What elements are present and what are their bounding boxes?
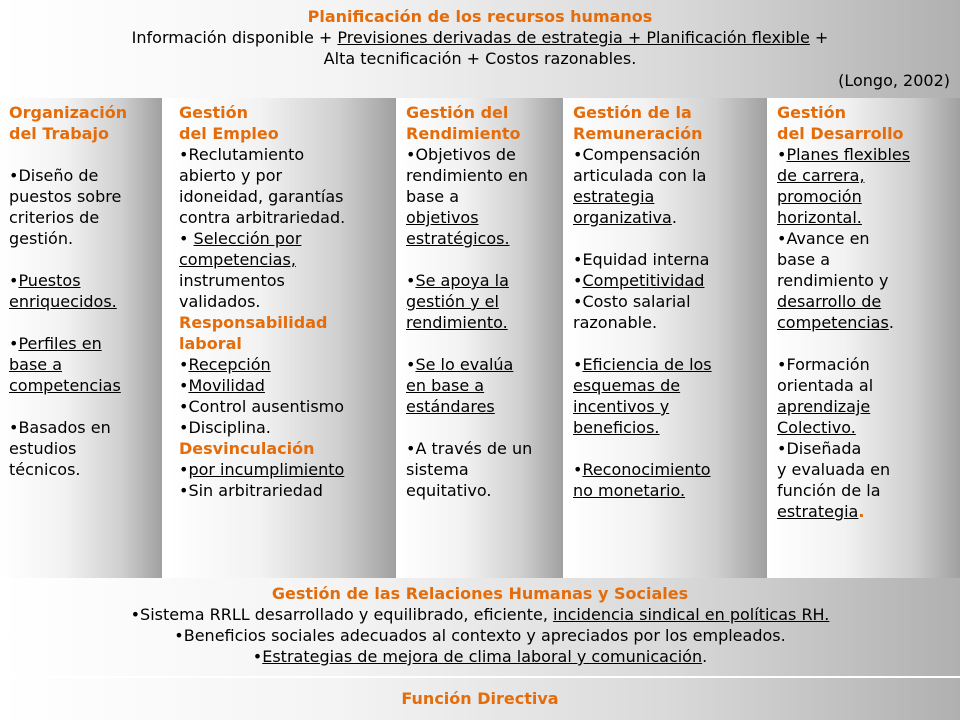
bullet-text: • bbox=[406, 145, 416, 164]
columns-c2-d2-text: Sin arbitrariedad bbox=[188, 481, 323, 500]
columns-c5-b4-text: desarrollo de bbox=[777, 292, 882, 311]
bullet-text: • bbox=[179, 397, 189, 416]
bullet-text: • bbox=[573, 292, 583, 311]
columns-c2-r4-text: Disciplina. bbox=[188, 418, 271, 437]
columns-c4-b1-text: Equidad interna bbox=[582, 250, 710, 269]
bullet-text: • bbox=[573, 271, 583, 290]
relations-title: Gestión de las Relaciones Humanas y Sociales bbox=[271, 584, 689, 603]
bullet-text: • bbox=[9, 418, 19, 437]
bullet-text: • bbox=[777, 145, 787, 164]
columns-c5-c3-text: aprendizaje bbox=[777, 397, 871, 416]
relations-l1b-text: incidencia sindical en políticas RH. bbox=[553, 605, 830, 624]
columns-c2-b2-text: competencias, bbox=[179, 250, 296, 269]
columns-c1-b2-text: enriquecidos. bbox=[9, 292, 117, 311]
columns-c4-c1-text: Eficiencia de los bbox=[582, 355, 712, 374]
columns-c5-a4-text: horizontal. bbox=[777, 208, 862, 227]
bullet-text: • bbox=[573, 355, 583, 374]
columns-c2-d1-text: por incumplimiento bbox=[188, 460, 345, 479]
columns-c3-d3-text: equitativo. bbox=[406, 481, 492, 500]
columns-c1-a1-text: Diseño de bbox=[18, 166, 99, 185]
columns-c2-sub2-text: Desvinculación bbox=[179, 439, 315, 458]
columns-c3-a5-text: estratégicos. bbox=[406, 229, 510, 248]
columns-c4-c3-text: incentivos y bbox=[573, 397, 670, 416]
columns-c4-a1-text: Compensación bbox=[582, 145, 701, 164]
columns-c1-c1-text: Perfiles en bbox=[18, 334, 102, 353]
footer-band bbox=[0, 678, 960, 720]
bullet-text: • bbox=[9, 271, 19, 290]
columns-c3-c2-text: en base a bbox=[406, 376, 485, 395]
columns-c4-c4-text: beneficios. bbox=[573, 418, 660, 437]
columns-c3-c1-text: Se lo evalúa bbox=[415, 355, 514, 374]
bullet-text: • bbox=[179, 481, 189, 500]
relations-line-3 bbox=[0, 646, 960, 667]
columns-c2-a2-text: abierto y por bbox=[179, 166, 283, 185]
columns-c3-title2-text: Rendimiento bbox=[406, 124, 521, 143]
header-line1_a-text: Información disponible + bbox=[131, 28, 338, 47]
bullet-text: • bbox=[406, 355, 416, 374]
columns-c5-c1-text: Formación bbox=[786, 355, 870, 374]
columns-c4-title2-text: Remuneración bbox=[573, 124, 703, 143]
columns-c5-d1-text: Diseñada bbox=[786, 439, 862, 458]
header-line1_c-text: + bbox=[809, 28, 829, 47]
column-organizacion bbox=[0, 98, 162, 578]
bullet-text: • bbox=[179, 355, 189, 374]
relations-l2-text: Beneficios sociales adecuados al contexto y apreciados por los empleados. bbox=[183, 626, 786, 645]
columns-c5-b5b-text: . bbox=[888, 313, 894, 332]
relations-section bbox=[0, 578, 960, 676]
columns-c2-b4-text: validados. bbox=[179, 292, 261, 311]
columns-c5-a1-text: Planes flexibles bbox=[786, 145, 911, 164]
bullet-text: • bbox=[179, 460, 189, 479]
columns-c3-a1-text: Objetivos de bbox=[415, 145, 516, 164]
columns-c1-a2-text: puestos sobre bbox=[9, 187, 122, 206]
bullet-text: • bbox=[573, 145, 583, 164]
columns-c2-b1-text: Selección por bbox=[193, 229, 302, 248]
bullet-text: • bbox=[179, 418, 189, 437]
planning-line-1 bbox=[0, 27, 960, 48]
columns-c4-a2-text: articulada con la bbox=[573, 166, 707, 185]
columns-c4-b2-text: Competitividad bbox=[582, 271, 705, 290]
columns-c3-b2-text: gestión y el bbox=[406, 292, 499, 311]
columns-c3-a2-text: rendimiento en bbox=[406, 166, 528, 185]
bullet-text: • bbox=[406, 271, 416, 290]
columns-c2-r3-text: Control ausentismo bbox=[188, 397, 345, 416]
columns-c4-a4-text: organizativa bbox=[573, 208, 672, 227]
columns-c3-a3-text: base a bbox=[406, 187, 460, 206]
columns-c4-b3-text: Costo salarial bbox=[582, 292, 691, 311]
columns-c3-title1-text: Gestión del bbox=[406, 103, 509, 122]
relations-l3b-text: . bbox=[702, 647, 708, 666]
columns-c4-title1-text: Gestión de la bbox=[573, 103, 692, 122]
columns-c3-d1-text: A través de un bbox=[415, 439, 533, 458]
columns-c3-c3-text: estándares bbox=[406, 397, 495, 416]
columns-c1-d2-text: estudios bbox=[9, 439, 77, 458]
bullet-text: • bbox=[406, 439, 416, 458]
bullet-text: • bbox=[130, 605, 141, 624]
columns-c5-a3-text: promoción bbox=[777, 187, 862, 206]
bullet-text: • bbox=[179, 376, 189, 395]
columns-c5-d4b-text: . bbox=[858, 502, 865, 521]
planning-header bbox=[0, 0, 960, 98]
bullet-text: • bbox=[179, 229, 189, 248]
columns-c2-title2-text: del Empleo bbox=[179, 124, 279, 143]
footer-title: Función Directiva bbox=[401, 689, 559, 708]
columns-c2-a4-text: contra arbitrariedad. bbox=[179, 208, 346, 227]
bullet-text: • bbox=[9, 166, 19, 185]
columns-c4-a3-text: estrategia bbox=[573, 187, 655, 206]
columns-c2-title1-text: Gestión bbox=[179, 103, 249, 122]
columns-c5-title1-text: Gestión bbox=[777, 103, 847, 122]
column-desarrollo bbox=[768, 98, 960, 578]
columns-c5-d3-text: función de la bbox=[777, 481, 881, 500]
relations-l3a-text: Estrategias de mejora de clima laboral y comunicación bbox=[262, 647, 703, 666]
columns-c5-b5-text: competencias bbox=[777, 313, 889, 332]
column-remuneracion bbox=[564, 98, 767, 578]
columns-c1-title1-text: Organización bbox=[9, 103, 128, 122]
planning-line-2: Alta tecnificación + Costos razonables. bbox=[323, 49, 637, 68]
columns-c5-c2-text: orientada al bbox=[777, 376, 874, 395]
planning-title: Planificación de los recursos humanos bbox=[307, 7, 653, 26]
columns-c5-b1-text: Avance en bbox=[786, 229, 870, 248]
columns-c5-d2-text: y evaluada en bbox=[777, 460, 891, 479]
relations-l1a-text: Sistema RRLL desarrollado y equilibrado, eficiente, bbox=[140, 605, 554, 624]
columns-c5-a2-text: de carrera, bbox=[777, 166, 865, 185]
column-rendimiento bbox=[397, 98, 563, 578]
columns-c4-c2-text: esquemas de bbox=[573, 376, 681, 395]
columns-c5-title2-text: del Desarrollo bbox=[777, 124, 904, 143]
relations-line-2 bbox=[0, 625, 960, 646]
bullet-text: • bbox=[573, 460, 583, 479]
columns-c1-a3-text: criterios de bbox=[9, 208, 100, 227]
bullet-text: • bbox=[777, 355, 787, 374]
columns-c1-c3-text: competencias bbox=[9, 376, 121, 395]
columns-c1-b1-text: Puestos bbox=[18, 271, 81, 290]
columns-c2-r2-text: Movilidad bbox=[188, 376, 265, 395]
columns-c5-b2-text: base a bbox=[777, 250, 831, 269]
bullet-text: • bbox=[9, 334, 19, 353]
columns-c1-title2-text: del Trabajo bbox=[9, 124, 109, 143]
columns-c4-d1-text: Reconocimiento bbox=[582, 460, 711, 479]
columns-c3-b1-text: Se apoya la bbox=[415, 271, 509, 290]
bullet-text: • bbox=[573, 250, 583, 269]
relations-line-1 bbox=[0, 604, 960, 625]
bullet-text: • bbox=[174, 626, 184, 645]
columns-c5-d4-text: estrategia bbox=[777, 502, 859, 521]
columns-c4-b4-text: razonable. bbox=[573, 313, 658, 332]
header-line1_b-text: Previsiones derivadas de estrategia + Planificación flexible bbox=[337, 28, 810, 47]
columns-c5-b3-text: rendimiento y bbox=[777, 271, 889, 290]
columns-c1-d3-text: técnicos. bbox=[9, 460, 81, 479]
columns-c1-a4-text: gestión. bbox=[9, 229, 74, 248]
columns-c2-r1-text: Recepción bbox=[188, 355, 271, 374]
columns-c5-c4-text: Colectivo. bbox=[777, 418, 856, 437]
columns-c3-b3-text: rendimiento. bbox=[406, 313, 508, 332]
columns-c4-d2-text: no monetario. bbox=[573, 481, 686, 500]
column-empleo bbox=[170, 98, 396, 578]
citation: (Longo, 2002) bbox=[838, 71, 950, 90]
bullet-text: • bbox=[252, 647, 263, 666]
bullet-text: • bbox=[179, 145, 189, 164]
columns-c2-a3-text: idoneidad, garantías bbox=[179, 187, 344, 206]
columns-c2-sub1b-text: laboral bbox=[179, 334, 242, 353]
columns-c4-a4b-text: . bbox=[671, 208, 677, 227]
columns-c1-d1-text: Basados en bbox=[18, 418, 111, 437]
columns-c2-b3-text: instrumentos bbox=[179, 271, 285, 290]
columns-c1-c2-text: base a bbox=[9, 355, 63, 374]
columns-c2-sub1a-text: Responsabilidad bbox=[179, 313, 328, 332]
columns-c3-a4-text: objetivos bbox=[406, 208, 479, 227]
columns-c2-a1-text: Reclutamiento bbox=[188, 145, 305, 164]
bullet-text: • bbox=[777, 229, 787, 248]
columns-c3-d2-text: sistema bbox=[406, 460, 469, 479]
bullet-text: • bbox=[777, 439, 787, 458]
